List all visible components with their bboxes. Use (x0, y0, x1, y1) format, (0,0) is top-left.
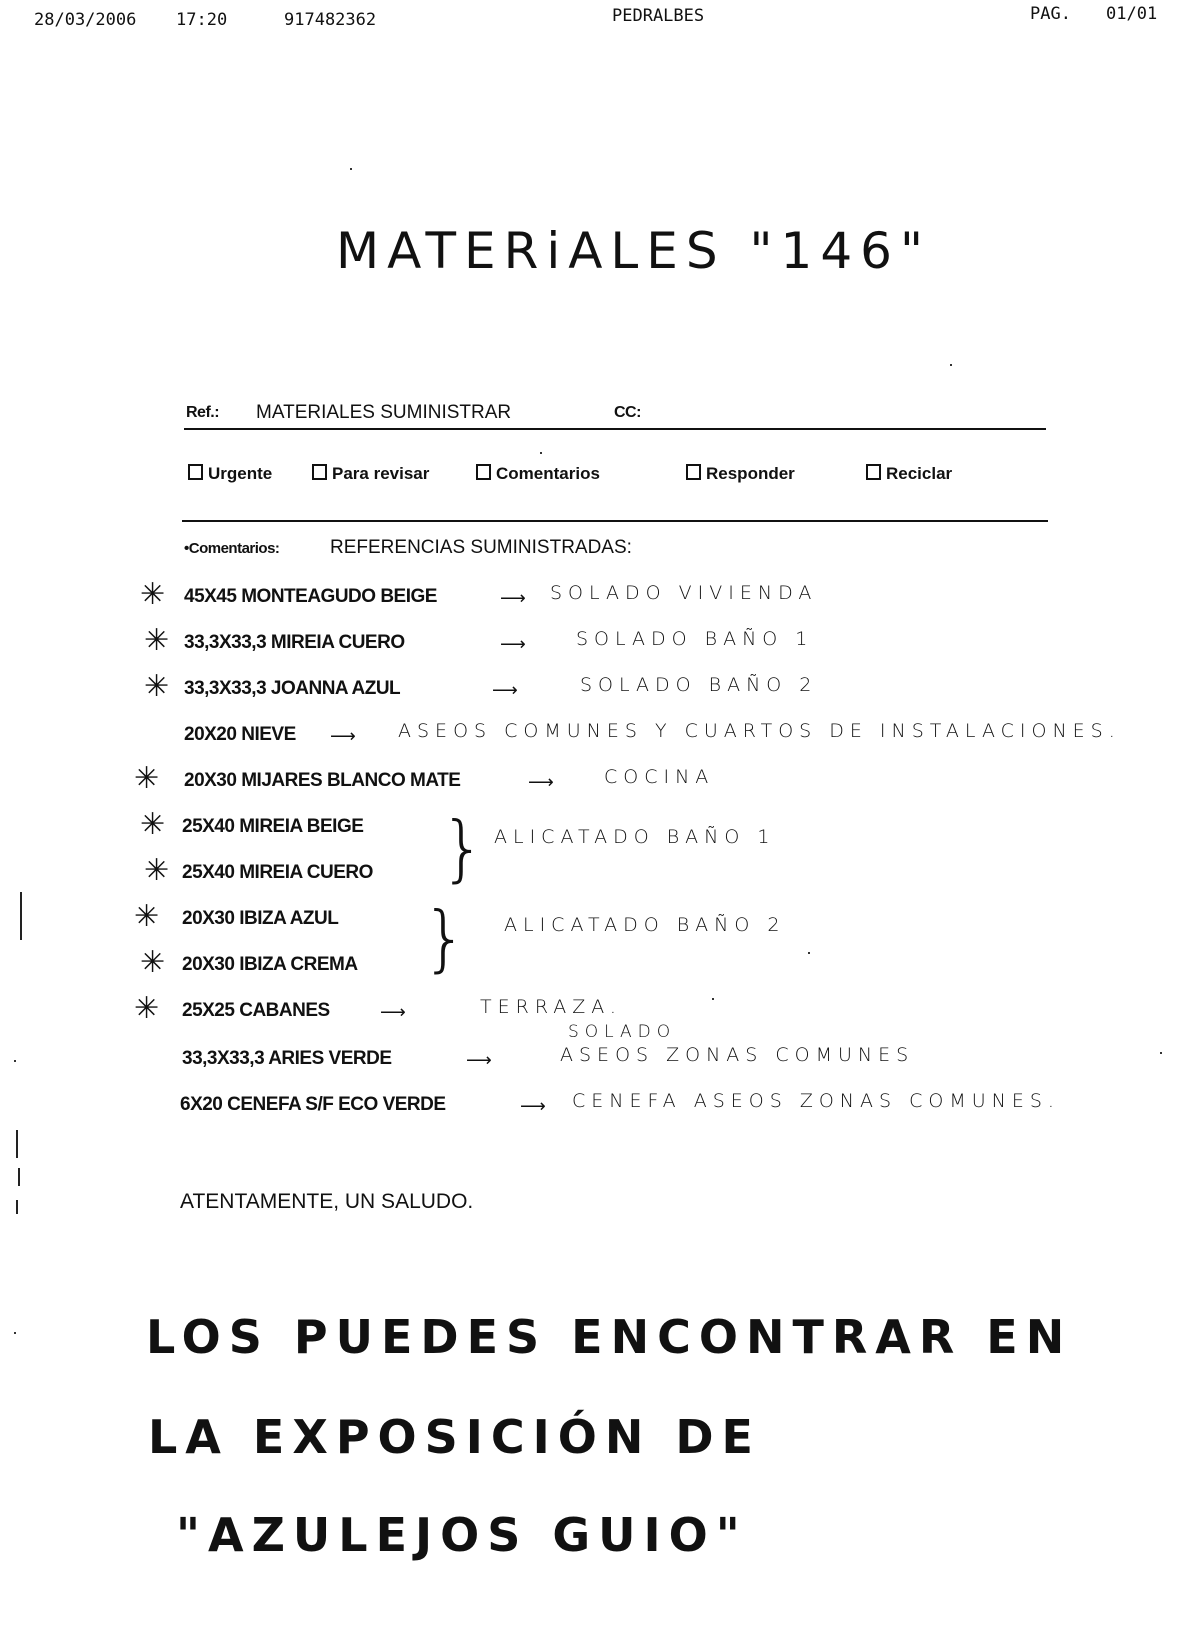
scan-mark (20, 892, 22, 940)
asterisk-mark-icon: ✳ (140, 807, 166, 842)
material-ref: 25X40 MIREIA CUERO (182, 862, 373, 883)
scan-speck (712, 998, 714, 1000)
scan-speck (350, 168, 352, 170)
handwritten-note: SOLADO VIVIENDA (550, 582, 818, 604)
material-ref: 20X30 IBIZA AZUL (182, 908, 339, 929)
scan-speck (808, 952, 810, 954)
checkbox-icon (866, 464, 881, 480)
fax-page-value: 01/01 (1106, 4, 1158, 24)
arrow-right-icon: ⟶ (330, 726, 356, 747)
option-comentarios: Comentarios (476, 464, 600, 484)
group-note-2: ALICATADO BAÑO 2 (504, 914, 786, 936)
ref-value: MATERIALES SUMINISTRAR (256, 402, 512, 423)
scan-speck (14, 1060, 16, 1062)
asterisk-mark-icon: ✳ (140, 945, 166, 980)
checkbox-icon (476, 464, 491, 480)
option-para-revisar: Para revisar (312, 464, 429, 484)
material-ref: 25X25 CABANES (182, 1000, 330, 1021)
material-ref: 20X30 IBIZA CREMA (182, 954, 358, 975)
asterisk-mark-icon: ✳ (134, 899, 160, 934)
arrow-right-icon: ⟶ (500, 634, 526, 655)
option-urgente: Urgente (188, 464, 272, 484)
fax-phone: 917482362 (284, 10, 377, 30)
asterisk-mark-icon: ✳ (144, 853, 170, 888)
scan-mark (16, 1130, 18, 1158)
scan-mark (18, 1168, 20, 1186)
handwritten-note: ASEOS ZONAS COMUNES (560, 1044, 915, 1066)
scan-speck (950, 364, 952, 366)
checkbox-icon (312, 464, 327, 480)
group-note-1: ALICATADO BAÑO 1 (494, 826, 776, 848)
fax-sender: PEDRALBES (612, 6, 705, 26)
brace-group-2: } (422, 896, 468, 980)
scan-speck (14, 1332, 16, 1334)
arrow-right-icon: ⟶ (520, 1096, 546, 1117)
fax-date: 28/03/2006 (34, 10, 137, 30)
closing: ATENTAMENTE, UN SALUDO. (180, 1190, 474, 1213)
handwritten-line-1: LOS PUEDES ENCONTRAR EN (146, 1310, 1073, 1364)
handwritten-note: SOLADO BAÑO 2 (580, 674, 818, 696)
option-reciclar: Reciclar (866, 464, 952, 484)
cc-label: CC: (614, 404, 641, 421)
handwritten-note: CENEFA ASEOS ZONAS COMUNES. (572, 1090, 1060, 1112)
handwritten-note: SOLADO BAÑO 1 (576, 628, 814, 650)
arrow-right-icon: ⟶ (380, 1002, 406, 1023)
brace-group-1: } (440, 806, 486, 890)
scan-speck (1160, 1052, 1162, 1054)
material-ref: 6X20 CENEFA S/F ECO VERDE (180, 1094, 446, 1115)
handwritten-title: MATERiALES "146" (336, 222, 931, 280)
scan-speck (540, 452, 542, 454)
scan-mark (16, 1200, 18, 1214)
arrow-right-icon: ⟶ (500, 588, 526, 609)
fax-time: 17:20 (176, 10, 228, 30)
material-ref: 33,3X33,3 JOANNA AZUL (184, 678, 401, 699)
asterisk-mark-icon: ✳ (144, 623, 170, 658)
material-ref: 20X30 MIJARES BLANCO MATE (184, 770, 461, 791)
options-rule (182, 520, 1048, 522)
checkbox-icon (188, 464, 203, 480)
fax-page-label: PAG. (1030, 4, 1071, 24)
material-ref: 33,3X33,3 MIREIA CUERO (184, 632, 405, 653)
comments-label: •Comentarios: (184, 540, 280, 557)
asterisk-mark-icon: ✳ (144, 669, 170, 704)
ref-label: Ref.: (186, 404, 220, 421)
arrow-right-icon: ⟶ (492, 680, 518, 701)
material-ref: 33,3X33,3 ARIES VERDE (182, 1048, 392, 1069)
material-ref: 45X45 MONTEAGUDO BEIGE (184, 586, 437, 607)
asterisk-mark-icon: ✳ (134, 761, 160, 796)
arrow-right-icon: ⟶ (466, 1050, 492, 1071)
material-ref: 20X20 NIEVE (184, 724, 296, 745)
checkbox-icon (686, 464, 701, 480)
handwritten-line-2: LA EXPOSICIÓN DE (148, 1410, 761, 1464)
handwritten-line-3: "AZULEJOS GUIO" (176, 1508, 748, 1562)
comments-value: REFERENCIAS SUMINISTRADAS: (330, 537, 632, 558)
arrow-right-icon: ⟶ (528, 772, 554, 793)
handwritten-note: COCINA (604, 766, 715, 788)
solado-insert: SOLADO (568, 1022, 677, 1042)
handwritten-note: TERRAZA. (480, 996, 622, 1018)
material-ref: 25X40 MIREIA BEIGE (182, 816, 364, 837)
option-responder: Responder (686, 464, 795, 484)
handwritten-note: ASEOS COMUNES Y CUARTOS DE INSTALACIONES. (398, 720, 1121, 742)
asterisk-mark-icon: ✳ (140, 577, 166, 612)
asterisk-mark-icon: ✳ (134, 991, 160, 1026)
header-rule (184, 428, 1046, 430)
